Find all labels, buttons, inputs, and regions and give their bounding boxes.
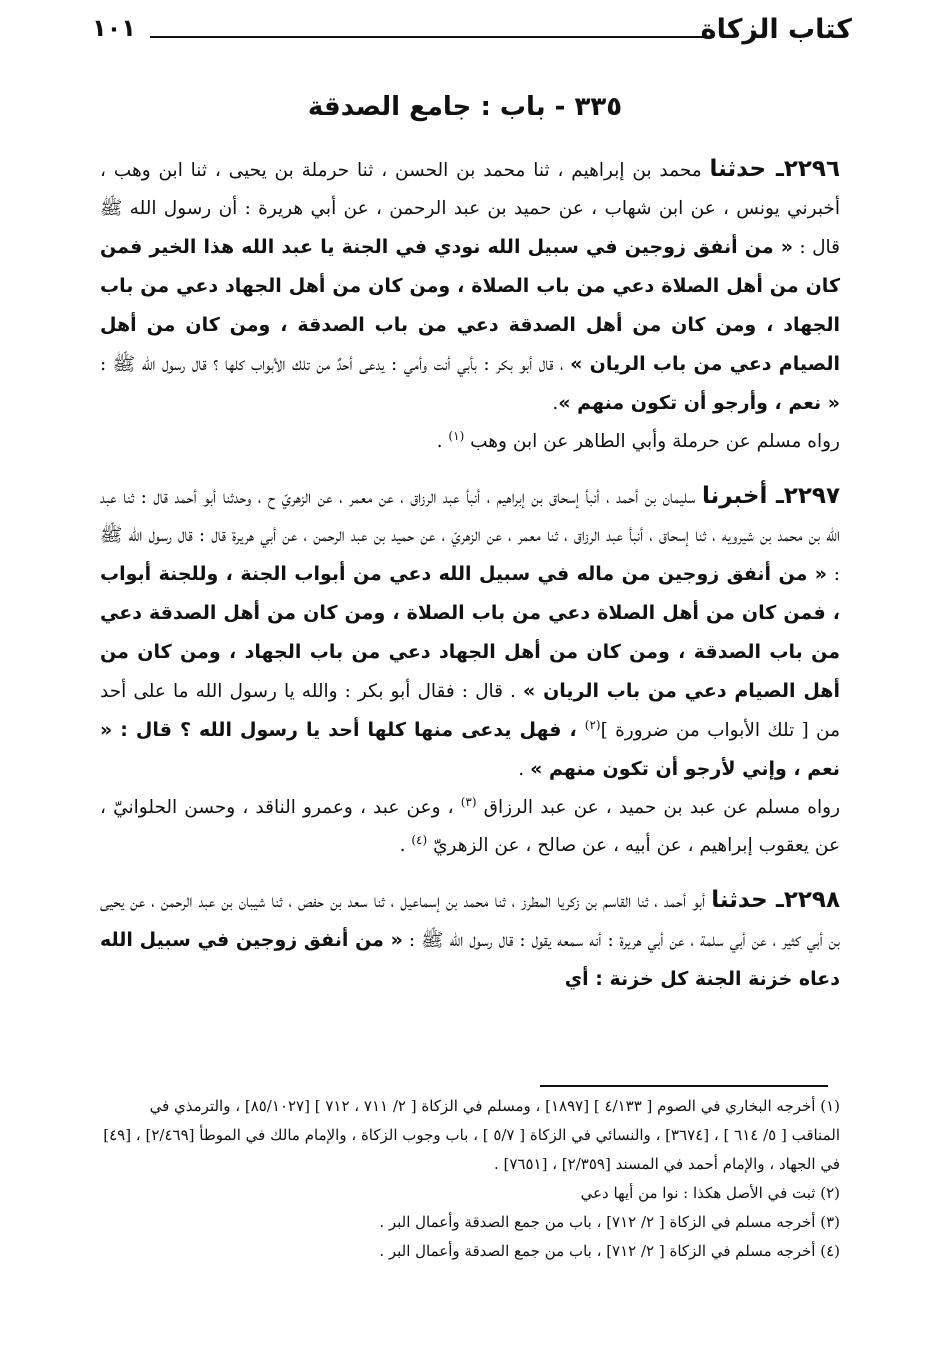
hadith-matn: « من أنفق زوجين في سبيل الله دعاه خزنة الجنة كل خزنة : أي [100, 929, 840, 990]
hadith-continuation: . قال : فقال أبو بكر : والله يا رسول الله ما على أحد من [ تلك الأبواب من ضرورة ] [100, 681, 840, 741]
hadith-keyword: ـ حدثنا [709, 156, 784, 182]
hadith-keyword: ـ حدثنا [711, 887, 784, 913]
source-text: رواه مسلم عن عبد بن حميد ، عن عبد الرزاق [483, 797, 841, 818]
hadith-matn: « من أنفق زوجين من ماله في سبيل الله دعي من أبواب الجنة ، وللجنة أبواب ، فمن كان من أهل الصلاة دعي من باب الصلاة ، ومن كان من أهل الصدقة دعي من باب الصدقة ، ومن كان من أهل الجهاد دعي من باب الجهاد ، ومن كان من أهل الصيام دعي من باب الريان » [100, 563, 840, 702]
book-title: كتاب الزكاة [700, 14, 852, 45]
footnote-ref-2[interactable]: (٢) [584, 717, 601, 732]
hadith-matn-2: « نعم ، وأرجو أن تكون منهم » [558, 392, 840, 414]
footnote-3: (٣) أخرجه مسلم في الزكاة [ ٢/ ٧١٢] ، باب من جمع الصدقة وأعمال البر . [379, 1213, 840, 1231]
main-text [100, 150, 840, 999]
footnote-ref-4[interactable]: (٤) [411, 832, 428, 847]
footnotes [100, 1092, 840, 1266]
hadith-2297-source [100, 789, 840, 865]
hadith-keyword: ـ أخبرنا [701, 483, 784, 509]
page-header [92, 14, 852, 46]
page-number: ١٠١ [92, 14, 136, 42]
footnote-ref-1[interactable]: (١) [448, 428, 465, 443]
hadith-end: . [518, 759, 531, 780]
hadith-number: ٢٢٩٦ [783, 156, 840, 182]
hadith-isnad: أبو أحمد ، ثنا القاسم بن زكريا المطرز ، ثنا محمد بن إسماعيل ، ثنا سعد بن حفص ، ثنا شيبان بن عبد الرحمن ، عن يحيى بن أبي كثير ، عن أبي سلمة ، عن أبي هريرة : أنه سمعه يقول : قال رسول الله ﷺ : [100, 891, 840, 951]
hadith-matn-2: ، فهل يدعى منها كلها أحد يا رسول الله ؟ قال : « نعم ، وإني لأرجو أن تكون منهم » [100, 719, 840, 780]
hadith-number: ٢٢٩٨ [783, 887, 840, 913]
footnote-1: (١) أخرجه البخاري في الصوم [ ٤/١٣٣ ] [١٨٩٧] ، ومسلم في الزكاة [ ٢/ ٧١١ ، ٧١٢ ] [٨٥/١٠٢٧] ، والترمذي في المناقب [ ٥/ ٦١٤ ] ، [٣٦٧٤] ، والنسائي في الزكاة [ ٥/٧ ] ، باب وجوب الزكاة ، والإمام مالك في الموطأ [٢/٤٦٩] ، [٤٩] في الجهاد ، والإمام أحمد في المسند [٢/٣٥٩] ، [٧٦٥١] . [103, 1097, 840, 1173]
source-end: . [399, 835, 412, 856]
footnote-separator [540, 1085, 828, 1087]
hadith-2298 [100, 881, 840, 999]
hadith-matn: « من أنفق زوجين في سبيل الله نودي في الجنة يا عبد الله هذا الخير فمن كان من أهل الصلاة دعي من باب الصلاة ، ومن كان من أهل الجهاد دعي من باب الجهاد ، ومن كان من أهل الصدقة دعي من باب الصدقة ، ومن كان من أهل الصيام دعي من باب الريان » [100, 236, 840, 375]
source-text: رواه مسلم عن حرملة وأبي الطاهر عن ابن وهب [470, 431, 840, 452]
hadith-isnad: محمد بن إبراهيم ، ثنا محمد بن الحسن ، ثنا حرملة بن يحيى ، ثنا ابن وهب ، أخبرني يونس ، عن ابن شهاب ، عن حميد بن عبد الرحمن ، عن أبي هريرة : أن رسول الله ﷺ قال : [100, 160, 840, 258]
hadith-isnad: سليمان بن أحمد ، أنبأ إسحاق بن إبراهيم ، أنبأ عبد الرزاق ، عن معمر ، عن الزهريّ ح ، وحدثنا أبو أحمد قال : ثنا عبد الله بن محمد بن شيرويه ، ثنا إسحاق ، أنبأ عبد الرزاق ، ثنا معمر ، عن الزهريّ ، عن حميد بن عبد الرحمن ، عن أبي هريرة قال : قال رسول الله ﷺ : [100, 487, 840, 585]
hadith-2296-source [100, 423, 840, 461]
footnote-2: (٢) ثبت في الأصل هكذا : نوا من أيها دعي [580, 1184, 840, 1202]
chapter-title: ٣٣٥ - باب : جامع الصدقة [307, 92, 623, 122]
source-end: . [436, 431, 449, 452]
header-rule [150, 36, 714, 38]
hadith-2296 [100, 150, 840, 423]
source-text-2: ، وعن عبد ، وعمرو الناقد ، وحسن الحلوانيّ ، عن يعقوب إبراهيم ، عن أبيه ، عن صالح ، عن الزهريّ [100, 797, 840, 856]
footnote-ref-3[interactable]: (٣) [460, 794, 477, 809]
hadith-continuation: ، قال أبو بكر : بأبي أنت وأمي : يدعى أحدٌ من تلك الأبواب كلها ؟ قال رسول الله ﷺ : [100, 354, 571, 375]
footnote-4: (٤) أخرجه مسلم في الزكاة [ ٢/ ٧١٢] ، باب من جمع الصدقة وأعمال البر . [379, 1242, 840, 1260]
hadith-2297 [100, 477, 840, 789]
hadith-number: ٢٢٩٧ [783, 483, 840, 509]
hadith-end: . [552, 393, 559, 414]
